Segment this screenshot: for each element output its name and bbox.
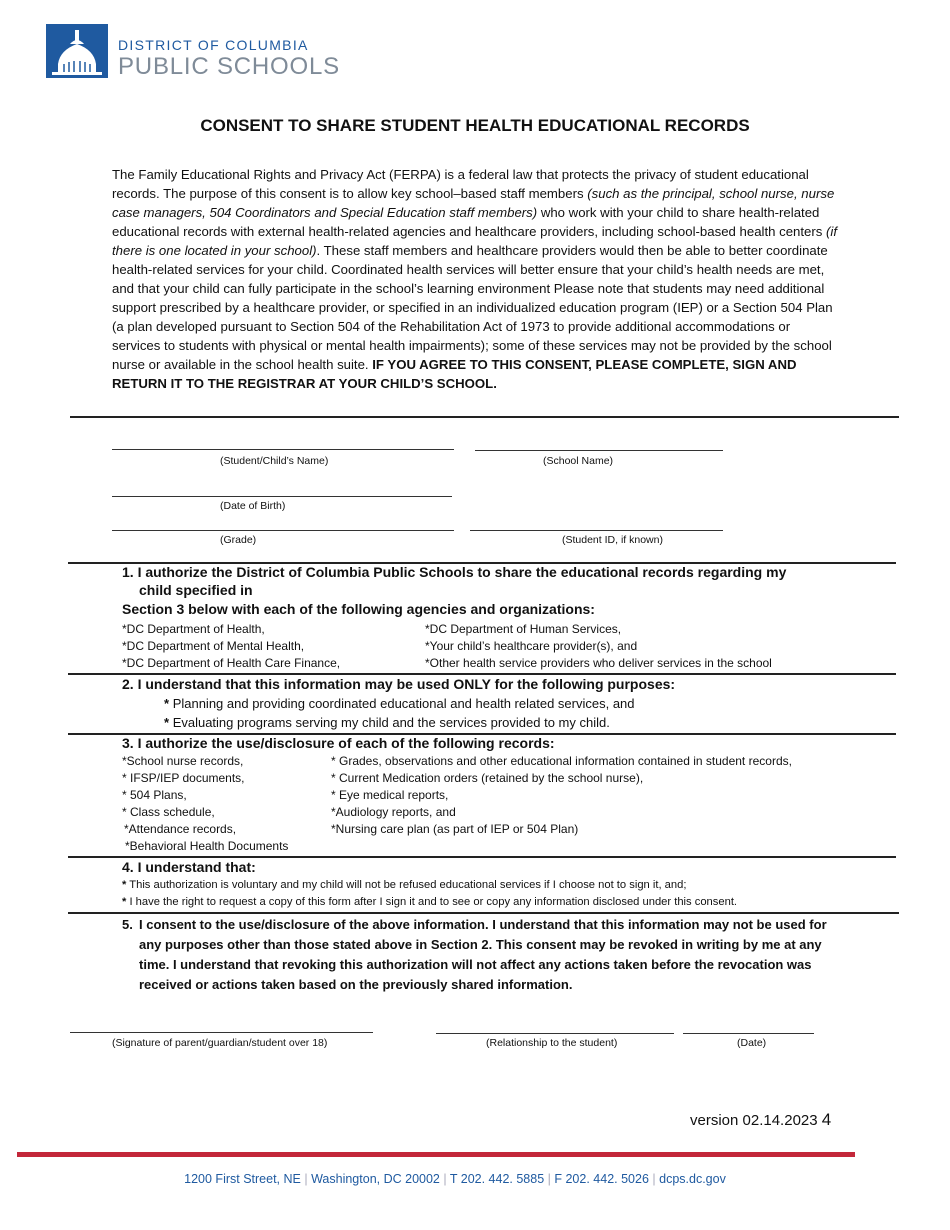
signature-line[interactable] xyxy=(70,1032,373,1033)
list-item: *Audiology reports, and xyxy=(331,805,456,819)
list-item: *School nurse records, xyxy=(122,754,244,768)
student-name-label: (Student/Child’s Name) xyxy=(220,455,329,467)
date-line[interactable] xyxy=(683,1033,814,1034)
footer-contact: 1200 First Street, NE | Washington, DC 20002 | T 202. 442. 5885 | F 202. 442. 5026 | dcps.dc.gov xyxy=(184,1172,726,1186)
logo-district-text: DISTRICT OF COLUMBIA xyxy=(118,37,309,53)
signature-label: (Signature of parent/guardian/student over 18) xyxy=(112,1037,328,1049)
relationship-label: (Relationship to the student) xyxy=(486,1037,618,1049)
list-item: *Attendance records, xyxy=(124,822,237,836)
list-item: *Other health service providers who deliver services in the school xyxy=(425,656,772,670)
section5-number: 5. xyxy=(122,917,133,932)
intro-paragraph: The Family Educational Rights and Privacy Act (FERPA) is a federal law that protects the privacy of student educational records. The purpose of this consent is to allow key school–based staff members (such as the principal, school nurse, nurse case managers, 504 Coordinators and Special Education staff members) who work with your child to share health-related educational records with external health-related agencies and healthcare providers, including school-based health centers (if there is one located in your school). These staff members and healthcare providers would then be able to better coordinate health-related services for your child. Coordinated health services will better ensure that your child’s health needs are met, and that your child can fully participate in the school’s learning environment Please note that students may need additional support prescribed by a healthcare provider, or specified in an individualized education program (IEP) or a Section 504 Plan (a plan developed pursuant to Section 504 of the Rehabilitation Act of 1973 to provide additional accommodations or services to students with physical or mental health impairments); some of these services may not be provided by the school nurse or available in the school health suite. IF YOU AGREE TO THIS CONSENT, PLEASE COMPLETE, SIGN AND RETURN IT TO THE REGISTRAR AT YOUR CHILD’S SCHOOL. xyxy=(112,167,838,391)
list-item: * IFSP/IEP documents, xyxy=(122,771,245,785)
list-item: *Nursing care plan (as part of IEP or 504 Plan) xyxy=(331,822,579,836)
footer-city: Washington, DC 20002 xyxy=(311,1172,440,1186)
footer-red-bar xyxy=(17,1152,855,1157)
section3-heading: 3. I authorize the use/disclosure of each of the following records: xyxy=(122,735,555,751)
list-item: * Evaluating programs serving my child and the services provided to my child. xyxy=(164,715,610,730)
list-item: *Your child’s healthcare provider(s), and xyxy=(425,639,638,653)
student-id-label: (Student ID, if known) xyxy=(562,534,663,546)
footer-phone: T 202. 442. 5885 xyxy=(449,1172,545,1186)
list-item: *Behavioral Health Documents xyxy=(125,839,289,853)
section5-consent-text: I consent to the use/disclosure of the above information. I understand that this information may not be used for any purposes other than those stated above in Section 2. This consent may be revoked in writing by me at any time. I understand that revoking this authorization will not affect any actions taken before the revocation was received or actions taken based on the previously shared information. xyxy=(139,917,827,992)
list-item: * Class schedule, xyxy=(122,805,215,819)
logo-public-schools-text: PUBLIC SCHOOLS xyxy=(118,53,340,80)
dcps-logo xyxy=(46,24,108,78)
divider xyxy=(68,856,896,858)
divider xyxy=(68,912,899,914)
capitol-dome-icon xyxy=(46,24,108,78)
student-name-line[interactable] xyxy=(112,449,454,450)
list-item: *DC Department of Health, xyxy=(122,622,265,636)
list-item: *DC Department of Mental Health, xyxy=(122,639,305,653)
page-title: CONSENT TO SHARE STUDENT HEALTH EDUCATIONAL RECORDS xyxy=(200,116,750,135)
section1-agencies-left xyxy=(122,621,422,672)
section4-heading: 4. I understand that: xyxy=(122,859,256,875)
dob-line[interactable] xyxy=(112,496,452,497)
footer-website-link[interactable]: dcps.dc.gov xyxy=(659,1172,726,1186)
grade-label: (Grade) xyxy=(220,534,257,546)
grade-line[interactable] xyxy=(112,530,454,531)
section3-records-right xyxy=(331,753,871,838)
section3-records-left xyxy=(122,753,327,855)
list-item: * Grades, observations and other educational information contained in student records, xyxy=(331,754,792,768)
list-item: *DC Department of Health Care Finance, xyxy=(122,656,341,670)
list-item: * This authorization is voluntary and my child will not be refused educational services if I choose not to sign it, and; xyxy=(122,879,687,891)
student-id-line[interactable] xyxy=(470,530,723,531)
list-item: * I have the right to request a copy of this form after I sign it and to see or copy any information disclosed under this consent. xyxy=(122,896,738,908)
relationship-line[interactable] xyxy=(436,1033,674,1034)
school-name-label: (School Name) xyxy=(543,455,614,467)
divider xyxy=(68,673,896,675)
section1-agencies-right xyxy=(425,621,825,672)
list-item: * Planning and providing coordinated educational and health related services, and xyxy=(164,696,635,711)
section4-statements xyxy=(122,877,882,911)
page-number: 4 xyxy=(821,1110,832,1129)
divider xyxy=(70,416,899,418)
version-label: version 02.14.2023 4 xyxy=(690,1110,832,1129)
school-name-line[interactable] xyxy=(475,450,723,451)
footer-address: 1200 First Street, NE xyxy=(184,1172,301,1186)
date-label: (Date) xyxy=(737,1037,767,1049)
section1-heading-cont2: Section 3 below with each of the following agencies and organizations: xyxy=(122,601,595,617)
list-item: * 504 Plans, xyxy=(122,788,187,802)
section2-heading: 2. I understand that this information may be used ONLY for the following purposes: xyxy=(122,676,676,692)
section2-purposes xyxy=(164,694,635,732)
section1-heading: 1. I authorize the District of Columbia Public Schools to share the educational records regarding my xyxy=(122,564,787,580)
list-item: * Eye medical reports, xyxy=(331,788,449,802)
dob-label: (Date of Birth) xyxy=(220,500,286,512)
footer-fax: F 202. 442. 5026 xyxy=(554,1172,649,1186)
list-item: * Current Medication orders (retained by the school nurse), xyxy=(331,771,644,785)
list-item: *DC Department of Human Services, xyxy=(425,622,622,636)
section1-heading-cont: child specified in xyxy=(139,582,253,598)
